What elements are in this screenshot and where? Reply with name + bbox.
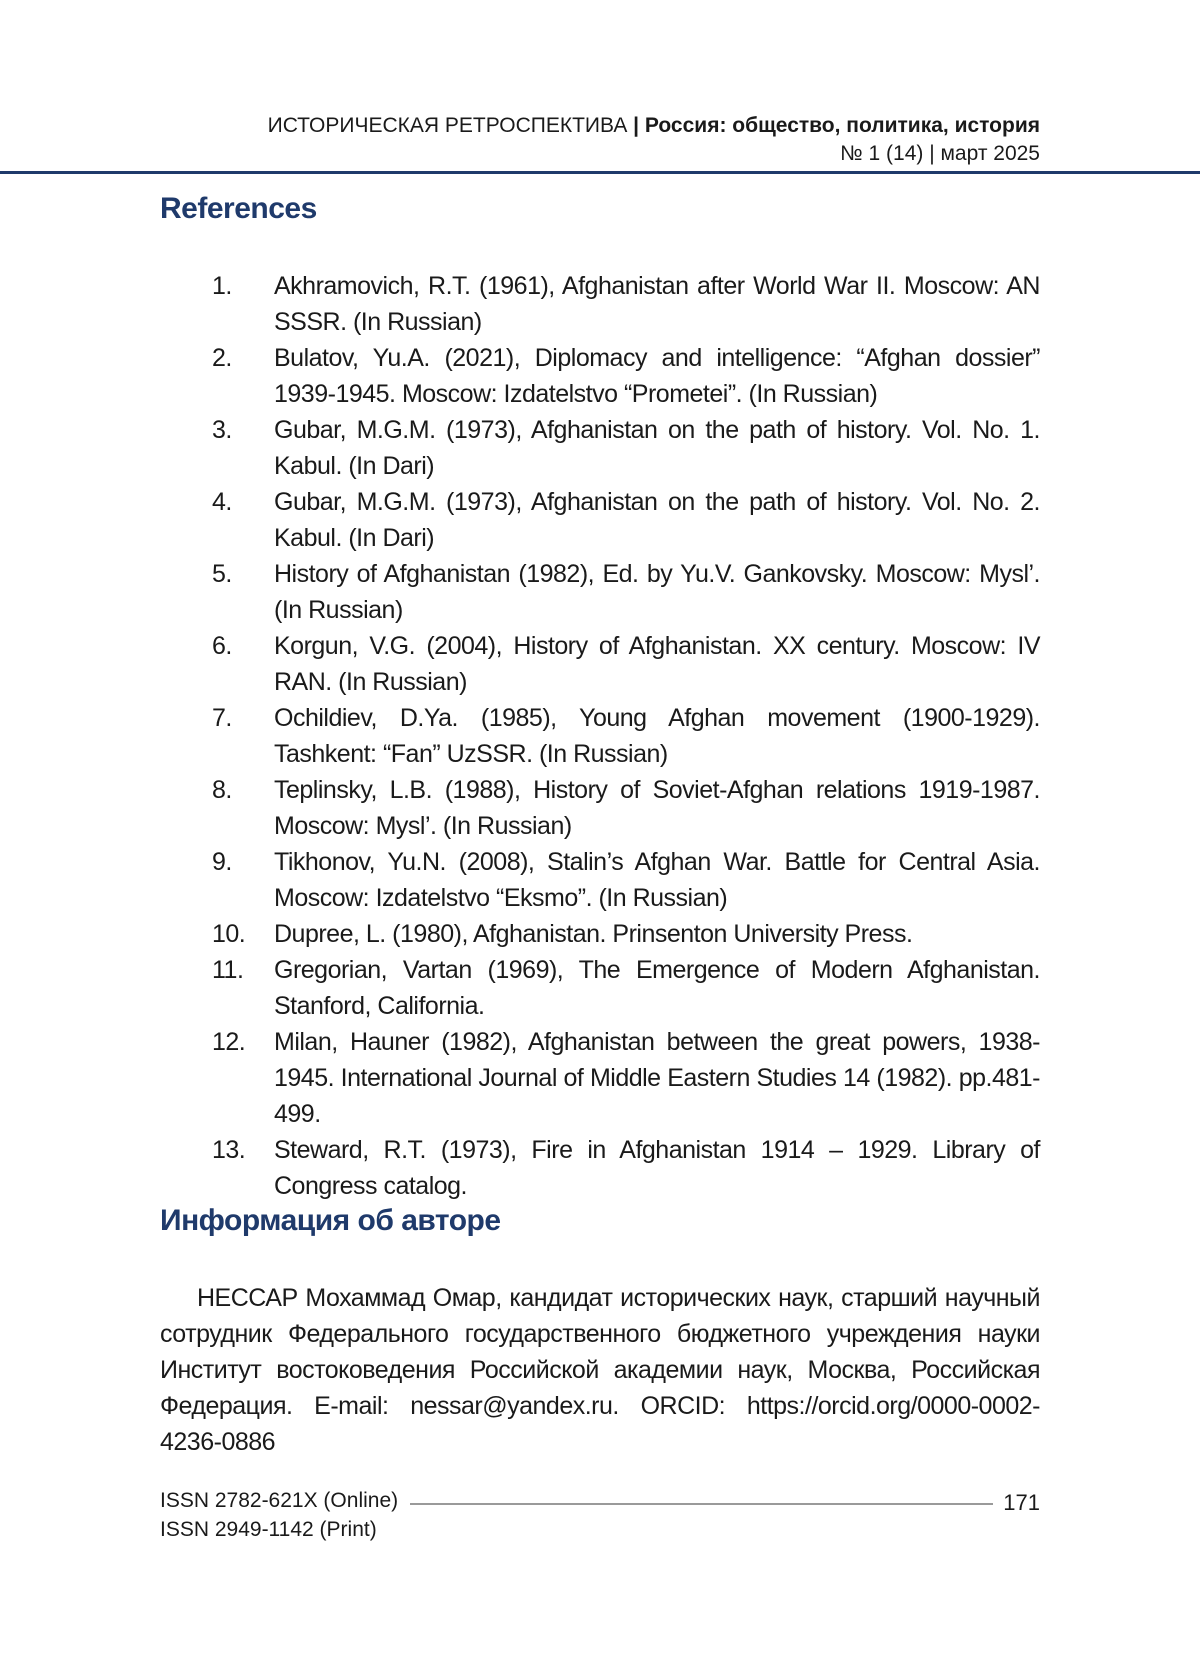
reference-text: Teplinsky, L.B. (1988), History of Soviet-Afghan relations 1919-1987. Moscow: Mysl’. (In Russian) xyxy=(274,776,1040,840)
reference-item xyxy=(160,268,1040,340)
reference-text: Steward, R.T. (1973), Fire in Afghanistan 1914 – 1929. Library of Congress catalog. xyxy=(274,1136,1040,1200)
references-list xyxy=(160,268,1040,1204)
reference-text: Milan, Hauner (1982), Afghanistan between the great powers, 1938-1945. International Journal of Middle Eastern Studies 14 (1982). pp.481-499. xyxy=(274,1028,1040,1128)
running-header xyxy=(268,112,1040,168)
issue-info: № 1 (14) | март 2025 xyxy=(268,140,1040,168)
reference-item xyxy=(160,556,1040,628)
header-title-line xyxy=(268,112,1040,140)
reference-text: Tikhonov, Yu.N. (2008), Stalin’s Afghan War. Battle for Central Asia. Moscow: Izdatelstvo “Eksmo”. (In Russian) xyxy=(274,848,1040,912)
reference-number: 11. xyxy=(212,952,243,988)
reference-text: Gubar, M.G.M. (1973), Afghanistan on the path of history. Vol. No. 2. Kabul. (In Dari) xyxy=(274,488,1040,552)
reference-text: Akhramovich, R.T. (1961), Afghanistan after World War II. Moscow: AN SSSR. (In Russian) xyxy=(274,272,1040,336)
reference-number: 13. xyxy=(212,1132,245,1168)
reference-item xyxy=(160,844,1040,916)
reference-number: 12. xyxy=(212,1024,245,1060)
page-number: 171 xyxy=(1003,1488,1040,1517)
reference-number: 7. xyxy=(212,700,232,736)
reference-number: 5. xyxy=(212,556,232,592)
references-heading: References xyxy=(160,192,317,226)
reference-text: Bulatov, Yu.A. (2021), Diplomacy and intelligence: “Afghan dossier” 1939-1945. Moscow: Izdatelstvo “Prometei”. (In Russian) xyxy=(274,344,1040,408)
reference-text: Gubar, M.G.M. (1973), Afghanistan on the path of history. Vol. No. 1. Kabul. (In Dari) xyxy=(274,416,1040,480)
reference-item xyxy=(160,340,1040,412)
reference-text: Dupree, L. (1980), Afghanistan. Prinsenton University Press. xyxy=(274,920,912,948)
header-separator: | xyxy=(627,114,645,137)
reference-number: 4. xyxy=(212,484,232,520)
reference-text: Ochildiev, D.Ya. (1985), Young Afghan movement (1900-1929). Tashkent: “Fan” UzSSR. (In Russian) xyxy=(274,704,1040,768)
issn-block xyxy=(160,1486,398,1544)
reference-item xyxy=(160,1132,1040,1204)
reference-item xyxy=(160,628,1040,700)
reference-text: Korgun, V.G. (2004), History of Afghanistan. XX century. Moscow: IV RAN. (In Russian) xyxy=(274,632,1040,696)
reference-item xyxy=(160,916,1040,952)
reference-number: 2. xyxy=(212,340,232,376)
issn-online: ISSN 2782-621X (Online) xyxy=(160,1486,398,1515)
journal-name: ИСТОРИЧЕСКАЯ РЕТРОСПЕКТИВА xyxy=(268,114,628,137)
header-divider xyxy=(0,171,1200,174)
reference-item xyxy=(160,700,1040,772)
reference-number: 10. xyxy=(212,916,245,952)
reference-item xyxy=(160,412,1040,484)
reference-number: 9. xyxy=(212,844,232,880)
reference-item xyxy=(160,1024,1040,1132)
author-info-heading: Информация об авторе xyxy=(160,1204,501,1238)
reference-number: 1. xyxy=(212,268,232,304)
reference-text: Gregorian, Vartan (1969), The Emergence of Modern Afghanistan. Stanford, California. xyxy=(274,956,1040,1020)
reference-number: 3. xyxy=(212,412,232,448)
reference-text: History of Afghanistan (1982), Ed. by Yu.V. Gankovsky. Moscow: Mysl’. (In Russian) xyxy=(274,560,1040,624)
reference-number: 6. xyxy=(212,628,232,664)
footer-divider xyxy=(410,1503,993,1505)
author-info-paragraph: НЕССАР Мохаммад Омар, кандидат исторических наук, старший научный сотрудник Федерального государственного бюджетного учреждения науки Институт востоковедения Российской академии наук, Москва, Российская Федерация. E-mail: nessar@yandex.ru. ORCID: https://orcid.org/0000-0002-4236-0886 xyxy=(160,1280,1040,1460)
journal-subtitle: Россия: общество, политика, история xyxy=(645,114,1040,137)
issn-print: ISSN 2949-1142 (Print) xyxy=(160,1515,398,1544)
reference-item xyxy=(160,952,1040,1024)
reference-number: 8. xyxy=(212,772,232,808)
reference-item xyxy=(160,772,1040,844)
reference-item xyxy=(160,484,1040,556)
